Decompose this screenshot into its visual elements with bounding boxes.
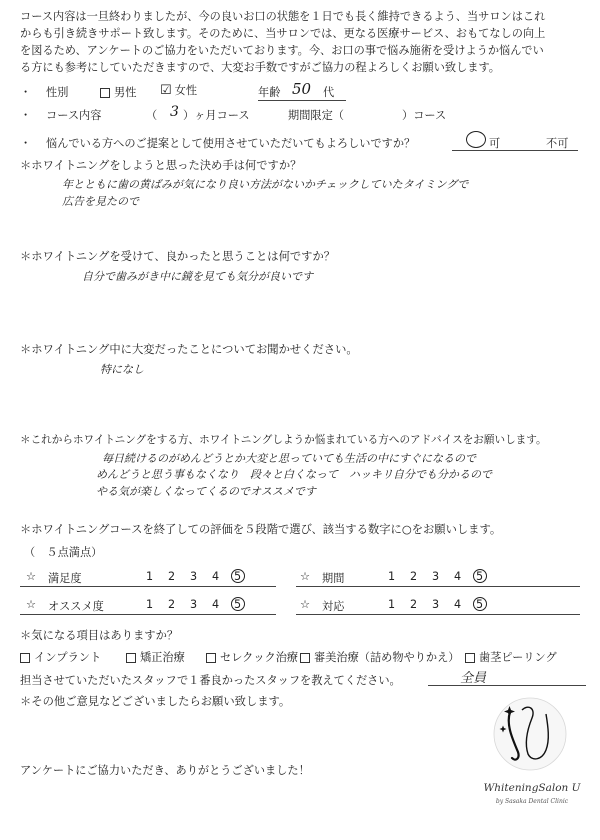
rating-option[interactable]: 1 <box>388 598 396 611</box>
star-icon: ☆ <box>300 570 311 583</box>
star-icon: ☆ <box>26 598 37 611</box>
interest-label: 審美治療（詰め物やりかえ） <box>314 651 460 664</box>
rating-underline <box>20 614 276 615</box>
rating-option[interactable]: 2 <box>410 598 418 611</box>
answer-line: めんどうと思う事もなくなり 段々と白くなって ハッキリ自分でも分かるので <box>96 468 492 481</box>
limited-course-label: 期間限定（ <box>288 109 344 122</box>
question-interests: ＊気になる項目はありますか？ <box>20 629 179 642</box>
staff-underline <box>428 685 586 686</box>
star-icon: ☆ <box>300 598 311 611</box>
checkbox-icon <box>465 653 475 663</box>
interest-option-cerec[interactable] <box>206 649 298 665</box>
rating-label: オススメ度 <box>48 600 104 613</box>
question-staff: 担当させていただいたスタッフで１番良かったスタッフを教えてください。 <box>20 674 401 687</box>
rating-instructions: ＊ホワイトニングコースを終了しての評価を５段階で選び、該当する数字に○をお願いします。 <box>20 523 502 536</box>
rating-option[interactable]: 1 <box>146 570 154 583</box>
intro-line: る方にも参考にしていただきますので、大変お手数ですがご協力の程よろしくお願い致します。 <box>20 61 500 74</box>
checked-box-icon: ☑ <box>160 83 172 98</box>
rating-option[interactable]: 5 <box>234 570 242 583</box>
rating-label: 期間 <box>322 572 345 585</box>
checkbox-icon <box>206 653 216 663</box>
answer-line: 特になし <box>100 363 144 376</box>
rating-underline <box>20 586 276 587</box>
answer-line: 自分で歯みがき中に鏡を見ても気分が良いです <box>82 270 313 283</box>
interest-label: 矯正治療 <box>140 651 185 664</box>
question-other: ＊その他ご意見などございましたらお願い致します。 <box>20 695 291 708</box>
rating-option[interactable]: 3 <box>432 570 440 583</box>
thanks-message: アンケートにご協力いただき、ありがとうございました！ <box>20 764 310 777</box>
rating-option[interactable]: 5 <box>234 598 242 611</box>
question-advice: ＊これからホワイトニングをする方、ホワイトニングしようか悩まれている方へのアドバイスをお願いします。 <box>20 434 547 446</box>
checkbox-icon <box>100 88 110 98</box>
rating-label: 対応 <box>322 600 345 613</box>
rating-option[interactable]: 3 <box>190 570 198 583</box>
rating-option[interactable]: 5 <box>476 598 484 611</box>
limited-course-close: ）コース <box>402 109 447 122</box>
consent-question: 悩んでいる方へのご提案として使用させていただいてもよろしいですか？ <box>46 137 416 150</box>
intro-line: からも引き続きサポート致します。そのために、当サロンでは、更なる医療サービス、おもてなしの向上 <box>20 27 546 40</box>
question-difficulty: ＊ホワイトニング中に大変だったことについてお聞かせください。 <box>20 343 358 356</box>
logo-mark-icon <box>476 694 586 778</box>
selected-circle-mark <box>473 597 487 611</box>
course-months-label: ）ヶ月コース <box>183 109 250 122</box>
selected-circle-mark <box>231 569 245 583</box>
bullet: ・ <box>20 137 32 150</box>
rating-option[interactable]: 2 <box>168 570 176 583</box>
interest-option-gum-peeling[interactable] <box>465 649 557 665</box>
consent-yes[interactable]: 可 <box>489 137 501 150</box>
question-benefit: ＊ホワイトニングを受けて、良かったと思うことは何ですか？ <box>20 250 336 263</box>
age-underline <box>258 100 346 101</box>
question-decision: ＊ホワイトニングをしようと思った決め手は何ですか？ <box>20 159 302 172</box>
consent-no[interactable]: 不可 <box>546 137 569 150</box>
course-open-paren: （ <box>146 109 158 122</box>
star-icon: ☆ <box>26 570 37 583</box>
course-label: コース内容 <box>46 109 102 122</box>
rating-option[interactable]: 1 <box>388 570 396 583</box>
logo-name: WhiteningSalon U <box>483 782 581 794</box>
checkbox-icon <box>20 653 30 663</box>
age-value: 50 <box>292 80 312 98</box>
rating-scale: （ ５点満点） <box>24 546 103 559</box>
course-months-value: 3 <box>170 104 179 120</box>
answer-line: 毎日続けるのがめんどうとか大変と思っていても生活の中にすぐになるので <box>102 452 476 465</box>
interest-label: 歯茎ピーリング <box>479 651 557 664</box>
rating-underline <box>296 614 580 615</box>
interest-option-implant[interactable] <box>20 649 101 665</box>
interest-label: セレクック治療 <box>220 651 299 664</box>
checkbox-icon <box>300 653 310 663</box>
rating-option[interactable]: 4 <box>454 570 462 583</box>
rating-option[interactable]: 1 <box>146 598 154 611</box>
interest-option-aesthetic[interactable] <box>300 649 459 665</box>
rating-option[interactable]: 4 <box>212 570 220 583</box>
rating-option[interactable]: 4 <box>212 598 220 611</box>
answer-line: やる気が楽しくなってくるのでオススメです <box>96 485 316 498</box>
interest-option-orthodontics[interactable] <box>126 649 185 665</box>
selected-circle-mark <box>473 569 487 583</box>
gender-male-label: 男性 <box>114 86 137 99</box>
logo-subtitle: by Sasaka Dental Clinic <box>495 798 569 805</box>
gender-label: 性別 <box>46 86 69 99</box>
rating-option[interactable]: 2 <box>168 598 176 611</box>
staff-answer: 全員 <box>460 671 487 686</box>
rating-underline <box>296 586 580 587</box>
rating-option[interactable]: 3 <box>432 598 440 611</box>
age-unit: 代 <box>323 86 335 99</box>
gender-female-option[interactable] <box>160 82 197 98</box>
rating-option[interactable]: 5 <box>476 570 484 583</box>
gender-male-option[interactable] <box>100 84 136 100</box>
gender-female-label: 女性 <box>174 84 198 97</box>
age-label: 年齢 <box>258 86 281 99</box>
answer-line: 年とともに歯の黄ばみが気になり良い方法がないかチェックしていたタイミングで <box>62 178 469 191</box>
rating-option[interactable]: 3 <box>190 598 198 611</box>
bullet: ・ <box>20 109 32 122</box>
rating-option[interactable]: 4 <box>454 598 462 611</box>
salon-logo <box>476 694 586 814</box>
checkbox-icon <box>126 653 136 663</box>
intro-line: コース内容は一旦終わりましたが、今の良いお口の状態を１日でも長く維持できるよう、当サロンはこれ <box>20 10 546 23</box>
consent-underline <box>452 150 578 151</box>
answer-line: 広告を見たので <box>62 195 139 208</box>
intro-line: を図るため、アンケートのご協力をいただいております。今、お口の事で悩み施術を受けようか悩んでい <box>20 44 544 57</box>
rating-label: 満足度 <box>48 572 82 585</box>
interest-label: インプラント <box>34 651 102 664</box>
selected-circle-mark <box>231 597 245 611</box>
rating-option[interactable]: 2 <box>410 570 418 583</box>
bullet: ・ <box>20 86 32 99</box>
